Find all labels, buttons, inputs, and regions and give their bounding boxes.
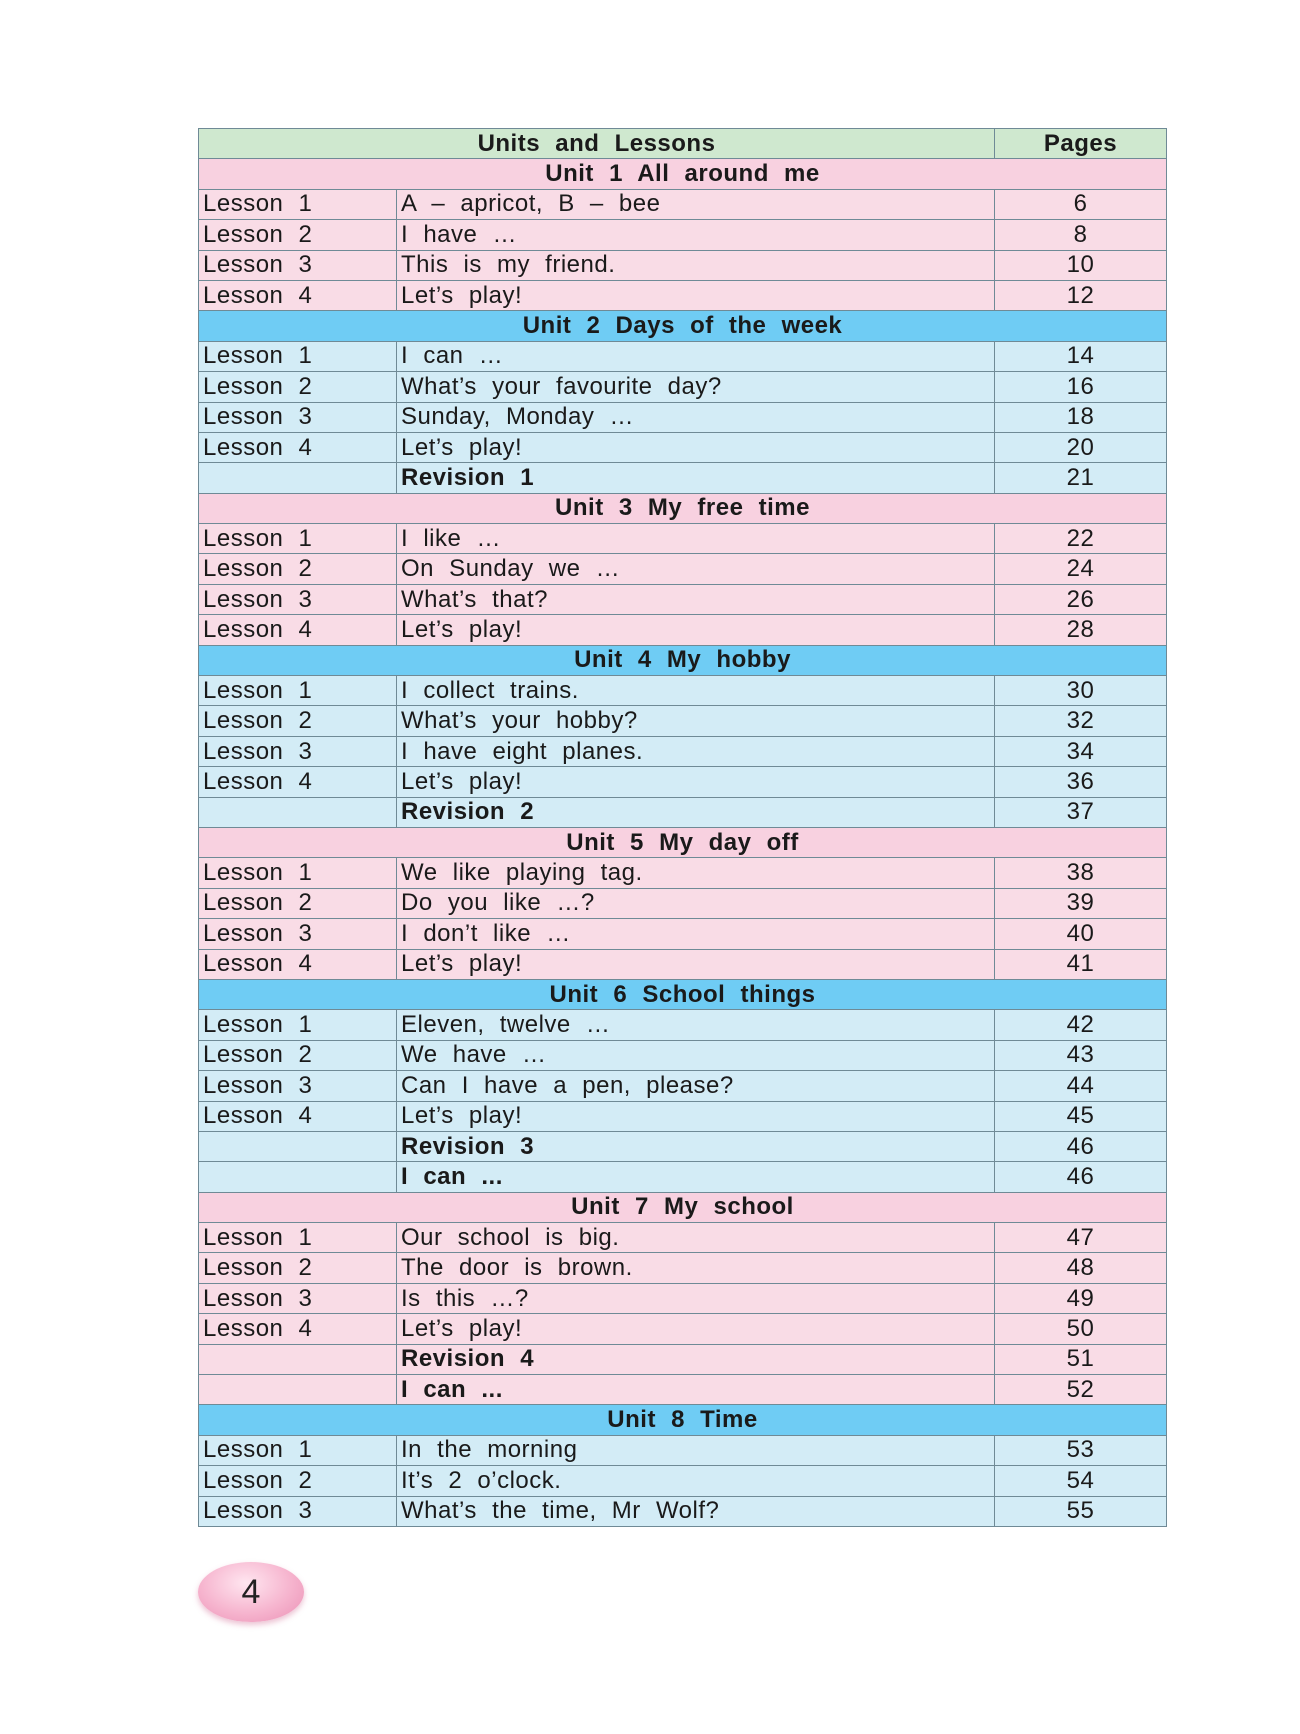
lesson-number (199, 463, 397, 493)
lesson-number: Lesson 1 (199, 858, 397, 888)
unit-title-row (199, 645, 1167, 675)
contents-table-body (199, 129, 1167, 1527)
unit-title: Unit 3 My free time (199, 493, 1167, 523)
lesson-row (199, 250, 1167, 280)
page-number: 40 (995, 919, 1167, 949)
page-number: 20 (995, 432, 1167, 462)
page-number: 26 (995, 584, 1167, 614)
unit-title-row (199, 979, 1167, 1009)
lesson-row (199, 1496, 1167, 1526)
lesson-topic: In the morning (397, 1435, 995, 1465)
unit-title: Unit 2 Days of the week (199, 311, 1167, 341)
lesson-row (199, 1223, 1167, 1253)
lesson-number: Lesson 1 (199, 1223, 397, 1253)
lesson-number: Lesson 1 (199, 341, 397, 371)
lesson-row (199, 888, 1167, 918)
units-and-lessons-header: Units and Lessons (199, 129, 995, 159)
lesson-number (199, 1162, 397, 1192)
lesson-row (199, 402, 1167, 432)
lesson-row (199, 1283, 1167, 1313)
lesson-row (199, 220, 1167, 250)
lesson-number: Lesson 2 (199, 220, 397, 250)
lesson-topic: I can … (397, 341, 995, 371)
lesson-row (199, 919, 1167, 949)
lesson-row (199, 341, 1167, 371)
lesson-number: Lesson 3 (199, 919, 397, 949)
lesson-topic: Revision 4 (397, 1344, 995, 1374)
lesson-number: Lesson 2 (199, 1253, 397, 1283)
lesson-number (199, 1375, 397, 1405)
lesson-number: Lesson 2 (199, 554, 397, 584)
lesson-row (199, 1314, 1167, 1344)
lesson-topic: What’s that? (397, 584, 995, 614)
lesson-number: Lesson 2 (199, 1466, 397, 1496)
lesson-row (199, 1040, 1167, 1070)
lesson-number: Lesson 1 (199, 524, 397, 554)
lesson-row (199, 432, 1167, 462)
lesson-topic: I can ... (397, 1162, 995, 1192)
lesson-number: Lesson 4 (199, 615, 397, 645)
unit-title: Unit 8 Time (199, 1405, 1167, 1435)
lesson-topic: What’s the time, Mr Wolf? (397, 1496, 995, 1526)
page-number: 39 (995, 888, 1167, 918)
lesson-row (199, 189, 1167, 219)
lesson-row (199, 1253, 1167, 1283)
unit-title: Unit 5 My day off (199, 827, 1167, 857)
lesson-topic: Is this …? (397, 1283, 995, 1313)
lesson-row (199, 706, 1167, 736)
unit-title: Unit 7 My school (199, 1192, 1167, 1222)
lesson-number: Lesson 1 (199, 1435, 397, 1465)
lesson-number: Lesson 2 (199, 888, 397, 918)
lesson-row (199, 1466, 1167, 1496)
lesson-number: Lesson 4 (199, 1314, 397, 1344)
unit-title: Unit 4 My hobby (199, 645, 1167, 675)
lesson-topic: Let’s play! (397, 1314, 995, 1344)
lesson-number: Lesson 4 (199, 949, 397, 979)
lesson-topic: Let’s play! (397, 280, 995, 310)
page-number: 22 (995, 524, 1167, 554)
lesson-row (199, 1071, 1167, 1101)
revision-row (199, 1131, 1167, 1161)
lesson-number: Lesson 3 (199, 1496, 397, 1526)
lesson-row (199, 858, 1167, 888)
page-number: 55 (995, 1496, 1167, 1526)
revision-row (199, 1162, 1167, 1192)
lesson-number: Lesson 3 (199, 736, 397, 766)
page-number: 51 (995, 1344, 1167, 1374)
lesson-topic: Sunday, Monday … (397, 402, 995, 432)
lesson-row (199, 280, 1167, 310)
page-number: 8 (995, 220, 1167, 250)
lesson-topic: We like playing tag. (397, 858, 995, 888)
table-header-row (199, 129, 1167, 159)
lesson-row (199, 949, 1167, 979)
page-number: 47 (995, 1223, 1167, 1253)
lesson-topic: I have … (397, 220, 995, 250)
page-number: 41 (995, 949, 1167, 979)
revision-row (199, 797, 1167, 827)
unit-title-row (199, 827, 1167, 857)
lesson-topic: Can I have a pen, please? (397, 1071, 995, 1101)
unit-title-row (199, 311, 1167, 341)
lesson-row (199, 676, 1167, 706)
lesson-row (199, 554, 1167, 584)
page-number: 12 (995, 280, 1167, 310)
lesson-row (199, 736, 1167, 766)
page-number: 53 (995, 1435, 1167, 1465)
page-number: 28 (995, 615, 1167, 645)
lesson-topic: I don’t like … (397, 919, 995, 949)
lesson-topic: Do you like …? (397, 888, 995, 918)
page-number: 45 (995, 1101, 1167, 1131)
lesson-topic: A – apricot, B – bee (397, 189, 995, 219)
page-number: 37 (995, 797, 1167, 827)
lesson-topic: We have … (397, 1040, 995, 1070)
lesson-number: Lesson 2 (199, 706, 397, 736)
lesson-topic: What’s your hobby? (397, 706, 995, 736)
unit-title: Unit 1 All around me (199, 159, 1167, 189)
unit-title-row (199, 1192, 1167, 1222)
lesson-topic: I can ... (397, 1375, 995, 1405)
lesson-row (199, 1101, 1167, 1131)
contents-table (198, 128, 1167, 1527)
lesson-number: Lesson 3 (199, 1071, 397, 1101)
lesson-row (199, 1010, 1167, 1040)
unit-title: Unit 6 School things (199, 979, 1167, 1009)
unit-title-row (199, 1405, 1167, 1435)
page-number: 32 (995, 706, 1167, 736)
lesson-topic: Let’s play! (397, 767, 995, 797)
lesson-number: Lesson 3 (199, 584, 397, 614)
page-number: 21 (995, 463, 1167, 493)
page-number: 24 (995, 554, 1167, 584)
page-number: 46 (995, 1162, 1167, 1192)
page-number: 50 (995, 1314, 1167, 1344)
page-number: 10 (995, 250, 1167, 280)
page-number: 44 (995, 1071, 1167, 1101)
lesson-topic: Let’s play! (397, 1101, 995, 1131)
page-number: 46 (995, 1131, 1167, 1161)
lesson-topic: What’s your favourite day? (397, 372, 995, 402)
lesson-topic: On Sunday we … (397, 554, 995, 584)
lesson-number: Lesson 1 (199, 189, 397, 219)
lesson-number: Lesson 1 (199, 1010, 397, 1040)
lesson-topic: Our school is big. (397, 1223, 995, 1253)
page-number: 34 (995, 736, 1167, 766)
lesson-topic: I like … (397, 524, 995, 554)
lesson-number: Lesson 3 (199, 402, 397, 432)
page-number: 43 (995, 1040, 1167, 1070)
lesson-number (199, 1344, 397, 1374)
lesson-row (199, 615, 1167, 645)
lesson-number: Lesson 2 (199, 372, 397, 402)
lesson-topic: Revision 1 (397, 463, 995, 493)
lesson-topic: This is my friend. (397, 250, 995, 280)
page-number: 36 (995, 767, 1167, 797)
lesson-topic: The door is brown. (397, 1253, 995, 1283)
lesson-number: Lesson 1 (199, 676, 397, 706)
lesson-number: Lesson 4 (199, 280, 397, 310)
page-number: 16 (995, 372, 1167, 402)
lesson-number (199, 797, 397, 827)
revision-row (199, 1344, 1167, 1374)
unit-title-row (199, 493, 1167, 523)
page-number: 14 (995, 341, 1167, 371)
page-number-badge: 4 (198, 1562, 304, 1622)
lesson-number: Lesson 4 (199, 1101, 397, 1131)
revision-row (199, 1375, 1167, 1405)
lesson-number: Lesson 3 (199, 250, 397, 280)
page-number: 54 (995, 1466, 1167, 1496)
page-number: 6 (995, 189, 1167, 219)
lesson-topic: Let’s play! (397, 615, 995, 645)
page-number: 38 (995, 858, 1167, 888)
lesson-topic: I have eight planes. (397, 736, 995, 766)
unit-title-row (199, 159, 1167, 189)
lesson-topic: Revision 2 (397, 797, 995, 827)
lesson-topic: It’s 2 o’clock. (397, 1466, 995, 1496)
page-number: 18 (995, 402, 1167, 432)
page-number: 49 (995, 1283, 1167, 1313)
lesson-number: Lesson 4 (199, 767, 397, 797)
lesson-number: Lesson 4 (199, 432, 397, 462)
lesson-row (199, 767, 1167, 797)
lesson-topic: Eleven, twelve … (397, 1010, 995, 1040)
lesson-number: Lesson 3 (199, 1283, 397, 1313)
lesson-row (199, 584, 1167, 614)
page-number: 52 (995, 1375, 1167, 1405)
lesson-row (199, 524, 1167, 554)
lesson-topic: I collect trains. (397, 676, 995, 706)
lesson-row (199, 372, 1167, 402)
revision-row (199, 463, 1167, 493)
pages-header: Pages (995, 129, 1167, 159)
page-number: 30 (995, 676, 1167, 706)
lesson-number: Lesson 2 (199, 1040, 397, 1070)
lesson-topic: Revision 3 (397, 1131, 995, 1161)
lesson-topic: Let’s play! (397, 432, 995, 462)
lesson-topic: Let’s play! (397, 949, 995, 979)
lesson-row (199, 1435, 1167, 1465)
page-number: 48 (995, 1253, 1167, 1283)
page-number: 42 (995, 1010, 1167, 1040)
lesson-number (199, 1131, 397, 1161)
